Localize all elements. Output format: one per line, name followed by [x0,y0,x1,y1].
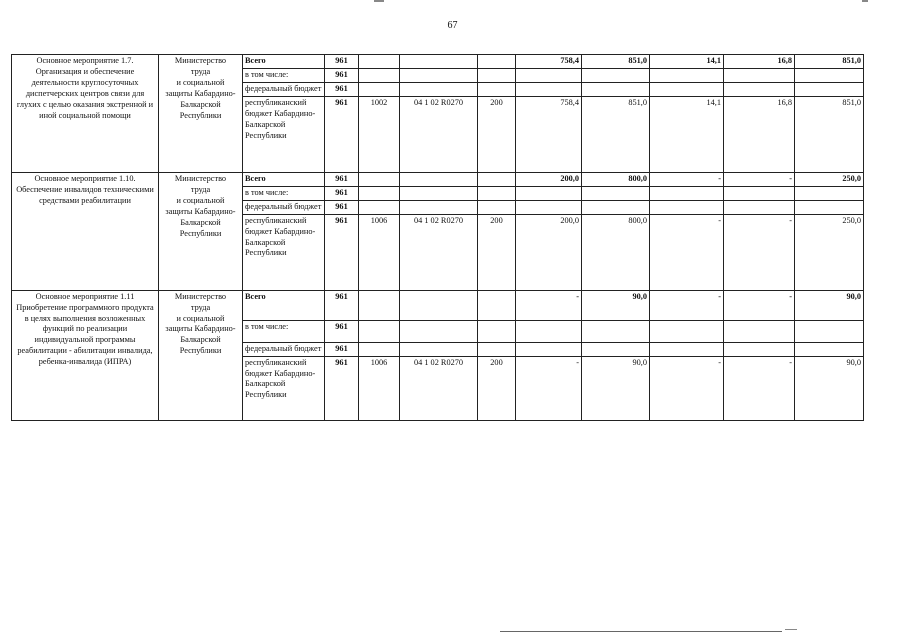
vr-cell [478,55,516,69]
value-cell: 200,0 [516,214,582,290]
event-name-cell: Основное мероприятие 1.10. Обеспечение инвалидов техническими средствами реабилитации [12,172,159,290]
event-name-cell: Основное мероприятие 1.11 Приобретение программного продукта в целях выполнения возложенных функций по реализации индивидуальной программы реабилитации - абилитации инвалида, ребенка-инвалида (ИПРА) [12,290,159,420]
value-cell: - [650,356,724,420]
value-cell: - [516,356,582,420]
source-total-label: Всего [243,172,325,186]
value-cell: 90,0 [582,356,650,420]
value-cell: - [724,356,795,420]
executor-cell [159,290,243,420]
grbs-cell: 961 [325,214,359,290]
value-cell: 14,1 [650,55,724,69]
executor-cell [159,55,243,173]
value-cell: - [650,290,724,320]
rz-cell [359,55,400,69]
vr-cell: 200 [478,356,516,420]
value-cell: 800,0 [582,214,650,290]
csr-cell: 04 1 02 R0270 [400,356,478,420]
value-cell: 851,0 [582,55,650,69]
page-number: 67 [447,20,458,31]
grbs-cell: 961 [325,342,359,356]
value-cell: - [650,214,724,290]
source-total-label: Всего [243,55,325,69]
budget-table [11,54,864,421]
value-cell: 800,0 [582,172,650,186]
vr-cell: 200 [478,96,516,172]
executor-text: Министерство труда и социальной защиты Кабардино- Балкарской Республики [165,56,236,120]
executor-text: Министерство труда и социальной защиты Кабардино- Балкарской Республики [165,291,236,356]
table-row [12,172,864,186]
value-cell: 200,0 [516,172,582,186]
csr-cell: 04 1 02 R0270 [400,214,478,290]
scan-mark-top-left [374,0,384,2]
table-row [12,290,864,320]
grbs-cell: 961 [325,82,359,96]
value-cell: - [724,172,795,186]
source-federal-label: федеральный бюджет [243,342,325,356]
source-total-label: Всего [243,290,325,320]
value-cell: - [650,172,724,186]
scan-mark-top-right [862,0,868,2]
grbs-cell: 961 [325,68,359,82]
grbs-cell: 961 [325,172,359,186]
rz-cell: 1006 [359,356,400,420]
value-cell: 250,0 [795,172,864,186]
source-federal-label: федеральный бюджет [243,82,325,96]
value-cell: 16,8 [724,96,795,172]
value-cell: 851,0 [582,96,650,172]
grbs-cell: 961 [325,55,359,69]
value-cell: 758,4 [516,96,582,172]
grbs-cell: 961 [325,290,359,320]
executor-text: Министерство труда и социальной защиты Кабардино- Балкарской Республики [165,173,236,238]
source-including-label: в том числе: [243,68,325,82]
rz-cell: 1002 [359,96,400,172]
vr-cell: 200 [478,214,516,290]
source-including-label: в том числе: [243,186,325,200]
event-name-cell: Основное мероприятие 1.7. Организация и обеспечение деятельности круглосуточных диспетчерских центров связи для глухих с целью оказания экстренной и иной социальной помощи [12,55,159,173]
grbs-cell: 961 [325,96,359,172]
value-cell: - [516,290,582,320]
source-republican-label: республиканский бюджет Кабардино-Балкарской Республики [243,356,325,420]
value-cell: 14,1 [650,96,724,172]
csr-cell [400,55,478,69]
value-cell: 250,0 [795,214,864,290]
source-republican-label: республиканский бюджет Кабардино-Балкарской Республики [243,96,325,172]
value-cell: 90,0 [795,290,864,320]
value-cell: - [724,290,795,320]
value-cell: 90,0 [795,356,864,420]
value-cell: 90,0 [582,290,650,320]
grbs-cell: 961 [325,356,359,420]
table-row [12,55,864,69]
rz-cell: 1006 [359,214,400,290]
value-cell: 758,4 [516,55,582,69]
grbs-cell: 961 [325,200,359,214]
grbs-cell: 961 [325,186,359,200]
bottom-rule [500,631,782,632]
csr-cell: 04 1 02 R0270 [400,96,478,172]
bottom-mark [785,629,797,630]
source-federal-label: федеральный бюджет [243,200,325,214]
value-cell: 16,8 [724,55,795,69]
value-cell: 851,0 [795,96,864,172]
source-republican-label: республиканский бюджет Кабардино-Балкарской Республики [243,214,325,290]
value-cell: 851,0 [795,55,864,69]
source-including-label: в том числе: [243,320,325,342]
executor-cell [159,172,243,290]
value-cell: - [724,214,795,290]
grbs-cell: 961 [325,320,359,342]
